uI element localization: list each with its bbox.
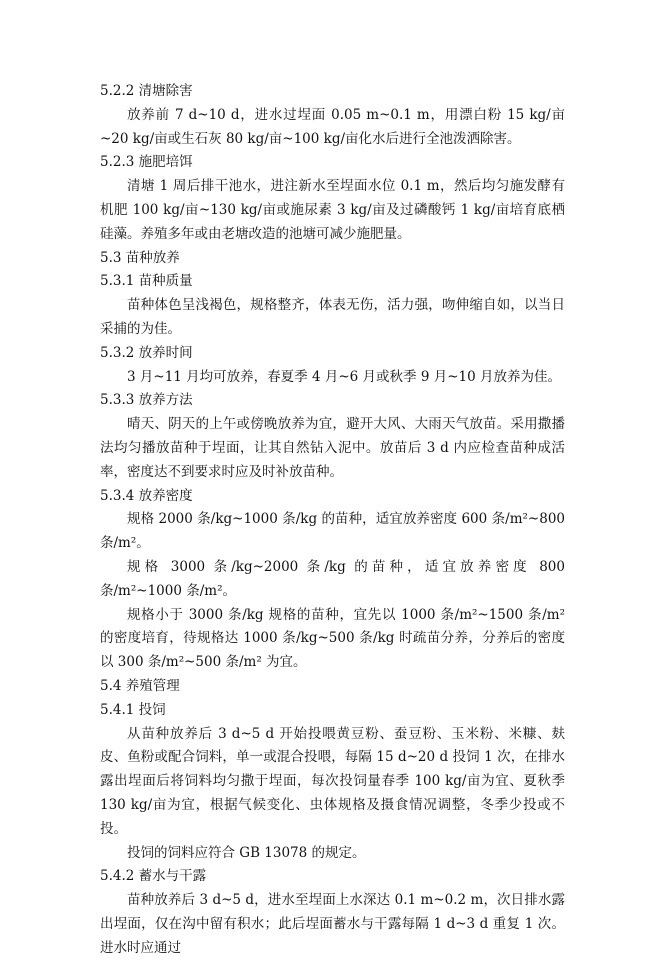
paragraph-feed-standard: 投饲的饲料应符合 GB 13078 的规定。 xyxy=(127,844,366,861)
section-heading-5-2-2: 5.2.2 清塘除害 xyxy=(100,83,193,99)
paragraph-water-management: 苗种放养后 3 d~5 d，进水至埕面上水深达 0.1 m~0.2 m，次日排水露出埕面，仅在沟中留有积水；此后埕面蓄水与干露每隔 1 d~3 d 重复 1 次。进水时应通过 xyxy=(100,892,565,956)
document-page xyxy=(100,80,565,960)
paragraph-fertilizing: 清塘 1 周后排干池水，进注新水至埕面水位 0.1 m，然后均匀施发酵有机肥 100 kg/亩~130 kg/亩或施尿素 3 kg/亩及过磷酸钙 1 kg/亩培育底栖硅藻。养殖多年或由老塘改造的池塘可减少施肥量。 xyxy=(100,178,565,242)
section-heading-5-4-1: 5.4.1 投饲 xyxy=(100,701,166,718)
paragraph-feeding: 从苗种放养后 3 d~5 d 开始投喂黄豆粉、蚕豆粉、玉米粉、米糠、麸皮、鱼粉或配合饲料，单一或混合投喂，每隔 15 d~20 d 投饲 1 次，在排水露出埕面后将饲料均匀撒于埕面，每次投饲量春季 100 kg/亩为宜、夏秋季 130 kg/亩为宜，根据气候变化、虫体规格及摄食情况调整，冬季少投或不投。 xyxy=(100,725,565,837)
paragraph-density-3: 规格小于 3000 条/kg 规格的苗种，宜先以 1000 条/m²~1500 条/m² 的密度培育，待规格达 1000 条/kg~500 条/kg 时疏苗分养，分养后的密度以 300 条/m²~500 条/m² 为宜。 xyxy=(100,606,565,671)
paragraph-stocking-method: 晴天、阴天的上午或傍晚放养为宜，避开大风、大雨天气放苗。采用撒播法均匀播放苗种于埕面，让其自然钻入泥中。放苗后 3 d 内应检查苗种成活率，密度达不到要求时应及时补放苗种。 xyxy=(100,416,565,480)
paragraph-density-1: 规格 2000 条/kg~1000 条/kg 的苗种，适宜放养密度 600 条/m²~800 条/m²。 xyxy=(100,511,565,552)
paragraph-density-2: 规格 3000 条/kg~2000 条/kg 的苗种，适宜放养密度 800 条/m²~1000 条/m²。 xyxy=(100,558,565,599)
section-heading-5-3: 5.3 苗种放养 xyxy=(100,249,180,266)
paragraph-seed-quality: 苗种体色呈浅褐色，规格整齐，体表无伤，活力强，吻伸缩自如，以当日采捕的为佳。 xyxy=(100,297,565,337)
section-heading-5-4: 5.4 养殖管理 xyxy=(100,677,180,694)
section-heading-5-2-3: 5.2.3 施肥培饵 xyxy=(100,154,193,171)
section-heading-5-3-2: 5.3.2 放养时间 xyxy=(100,344,193,361)
section-heading-5-3-1: 5.3.1 苗种质量 xyxy=(100,273,193,290)
paragraph-stocking-time: 3 月~11 月均可放养，春夏季 4 月~6 月或秋季 9 月~10 月放养为佳。 xyxy=(127,368,561,385)
section-heading-5-3-4: 5.3.4 放养密度 xyxy=(100,487,193,504)
paragraph-pond-cleaning: 放养前 7 d~10 d，进水过埕面 0.05 m~0.1 m，用漂白粉 15 kg/亩~20 kg/亩或生石灰 80 kg/亩~100 kg/亩化水后进行全池泼洒除害。 xyxy=(100,106,565,147)
section-heading-5-3-3: 5.3.3 放养方法 xyxy=(100,392,193,409)
section-heading-5-4-2: 5.4.2 蓄水与干露 xyxy=(100,868,207,885)
